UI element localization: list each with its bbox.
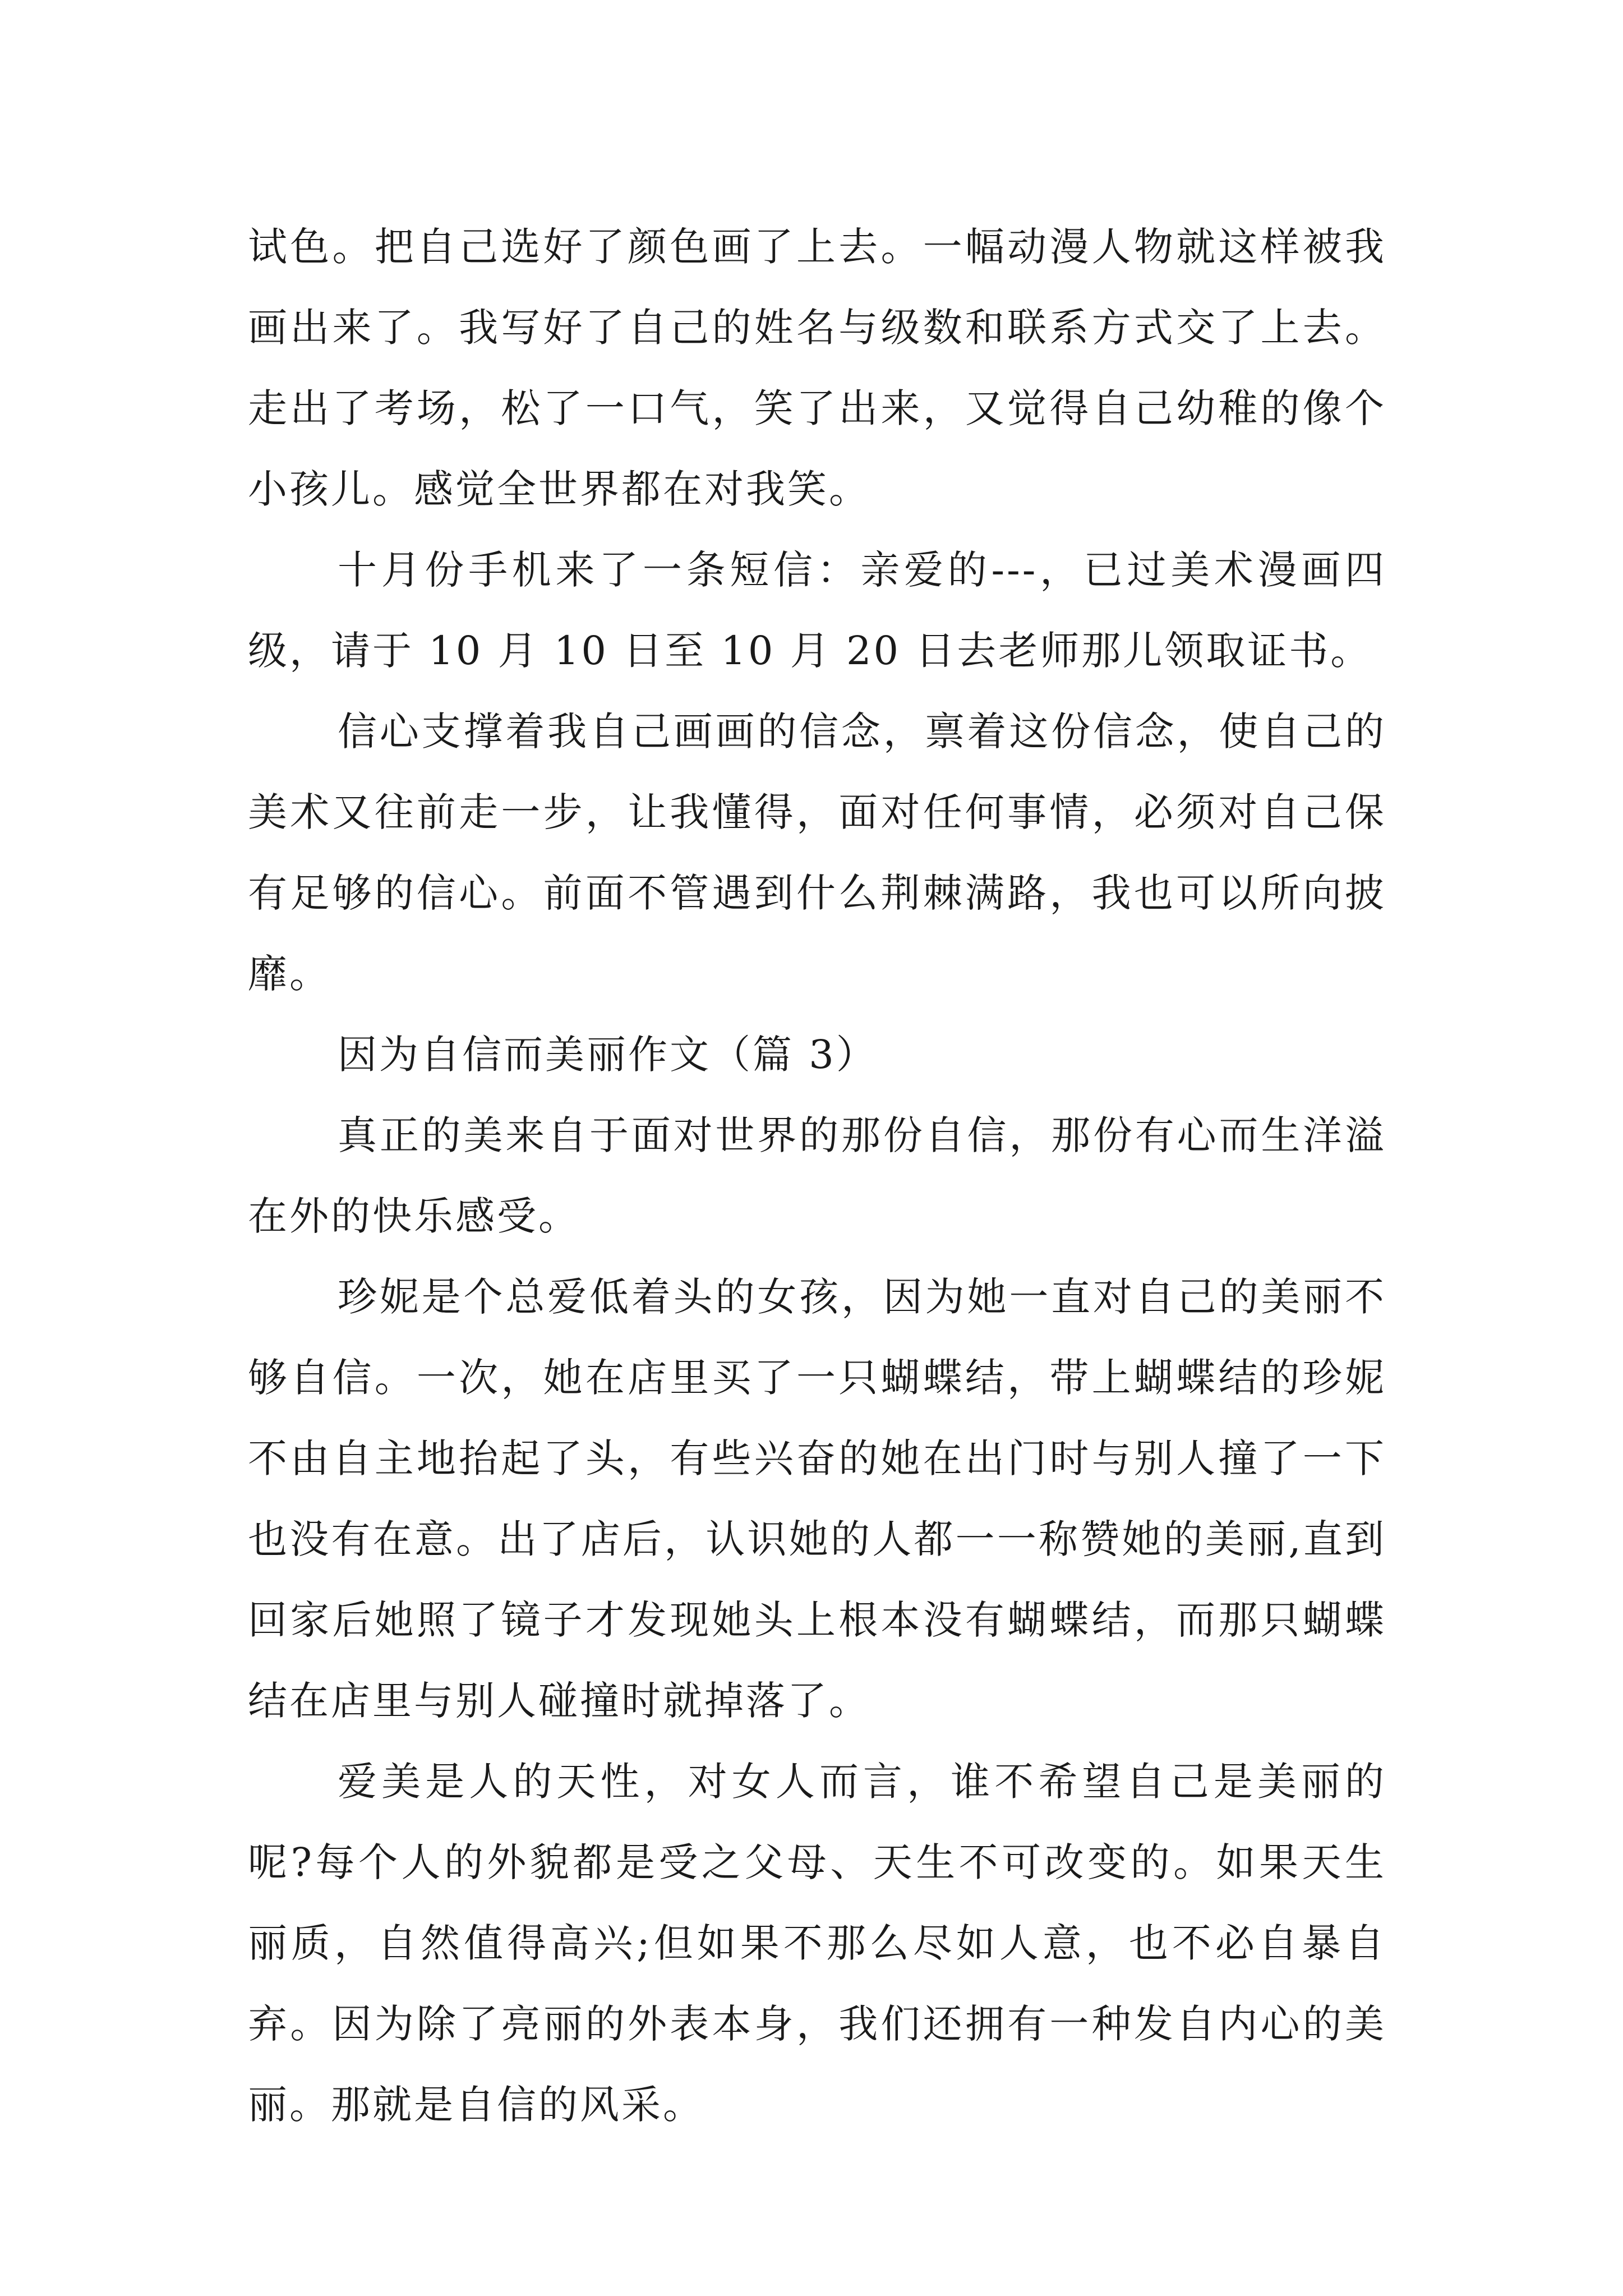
paragraph-5: 珍妮是个总爱低着头的女孩，因为她一直对自己的美丽不够自信。一次，她在店里买了一只蝴蝶结，带上蝴蝶结的珍妮不由自主地抬起了头，有些兴奋的她在出门时与别人撞了一下也没有在意。出了店后，认识她的人都一一称赞她的美丽,直到回家后她照了镜子才发现她头上根本没有蝴蝶结，而那只蝴蝶结在店里与别人碰撞时就掉落了。 — [248, 1274, 1386, 1724]
document-body — [248, 206, 1386, 2145]
paragraph-2: 十月份手机来了一条短信：亲爱的---，已过美术漫画四级，请于 10 月 10 日至 10 月 20 日去老师那儿领取证书。 — [248, 547, 1386, 674]
paragraph-1: 试色。把自己选好了颜色画了上去。一幅动漫人物就这样被我画出来了。我写好了自己的姓名与级数和联系方式交了上去。走出了考场，松了一口气，笑了出来，又觉得自己幼稚的像个小孩儿。感觉全世界都在对我笑。 — [248, 224, 1386, 512]
paragraph-6: 爱美是人的天性，对女人而言，谁不希望自己是美丽的呢?每个人的外貌都是受之父母、天生不可改变的。如果天生丽质，自然值得高兴;但如果不那么尽如人意，也不必自暴自弃。因为除了亮丽的外表本身，我们还拥有一种发自内心的美丽。那就是自信的风采。 — [248, 1759, 1386, 2128]
paragraph-4: 真正的美来自于面对世界的那份自信，那份有心而生洋溢在外的快乐感受。 — [248, 1112, 1386, 1239]
section-heading: 因为自信而美丽作文（篇 3） — [338, 1032, 878, 1078]
paragraph-3: 信心支撑着我自己画画的信念，禀着这份信念，使自己的美术又往前走一步，让我懂得，面对任何事情，必须对自己保有足够的信心。前面不管遇到什么荆棘满路，我也可以所向披靡。 — [248, 708, 1386, 997]
